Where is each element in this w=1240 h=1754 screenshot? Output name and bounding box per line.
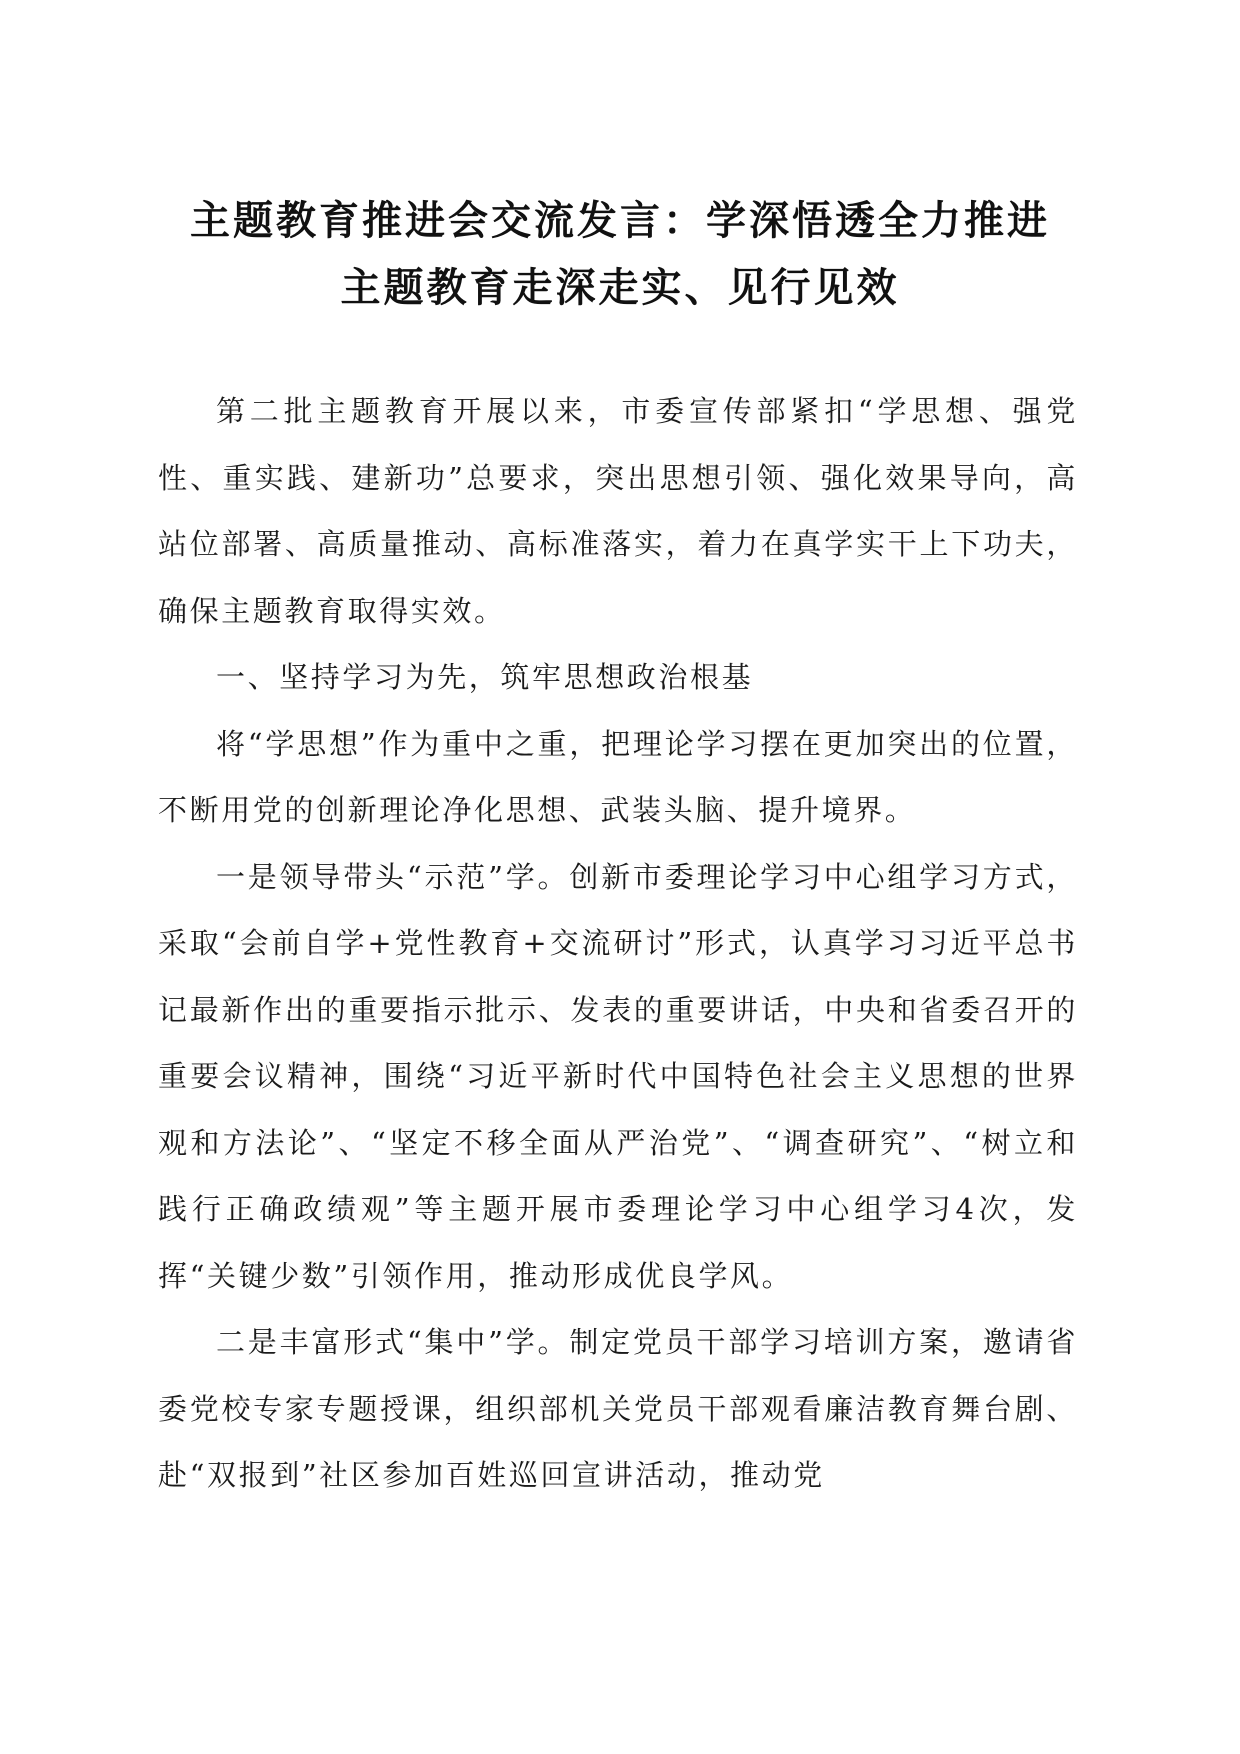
document-title-line-2: 主题教育走深走实、见行见效 [340,265,900,311]
document-title-line-1: 主题教育推进会交流发言：学深悟透全力推进 [190,198,1050,244]
section-1-paragraph: 将“学思想”作为重中之重，把理论学习摆在更加突出的位置，不断用党的创新理论净化思想、武装头脑、提升境界。 [158,726,1078,827]
intro-paragraph: 第二批主题教育开展以来，市委宣传部紧扣“学思想、强党性、重实践、建新功”总要求，突出思想引领、强化效果导向，高站位部署、高质量推动、高标准落实，着力在真学实干上下功夫，确保主题教育取得实效。 [158,394,1078,628]
document-body [158,378,1078,1509]
point-1-paragraph: 一是领导带头“示范”学。创新市委理论学习中心组学习方式，采取“会前自学+党性教育+交流研讨”形式，认真学习习近平总书记最新作出的重要指示批示、发表的重要讲话，中央和省委召开的重要会议精神，围绕“习近平新时代中国特色社会主义思想的世界观和方法论”、“坚定不移全面从严治党”、“调查研究”、“树立和践行正确政绩观”等主题开展市委理论学习中心组学习4次，发挥“关键少数”引领作用，推动形成优良学风。 [158,859,1078,1293]
section-heading-1: 一、坚持学习为先，筑牢思想政治根基 [216,660,754,694]
point-2-paragraph: 二是丰富形式“集中”学。制定党员干部学习培训方案，邀请省委党校专家专题授课，组织部机关党员干部观看廉洁教育舞台剧、赴“双报到”社区参加百姓巡回宣讲活动，推动党 [158,1325,1078,1492]
